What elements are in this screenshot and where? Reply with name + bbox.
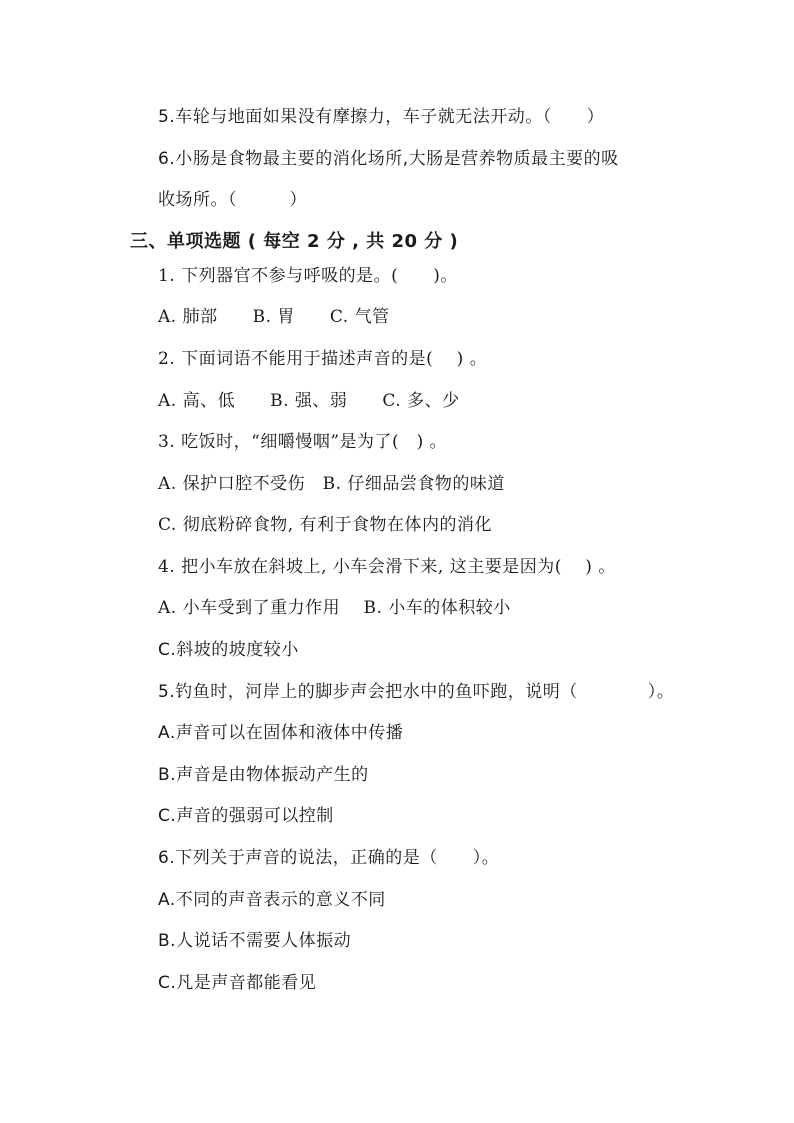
mc-question-2-stem: 2. 下面词语不能用于描述声音的是( ) 。 [158,349,488,369]
mc-question-2-options: A. 高、低 B. 强、弱 C. 多、少 [158,391,460,411]
mc-question-4-options-line-2: C.斜坡的坡度较小 [158,640,299,660]
judgement-question-5: 5.车轮与地面如果没有摩擦力，车子就无法开动。（ ） [158,107,605,127]
mc-question-1-stem: 1. 下列器官不参与呼吸的是。( )。 [158,266,458,286]
mc-question-1-options: A. 肺部 B. 胃 C. 气管 [158,307,390,327]
mc-question-5-option-c: C.声音的强弱可以控制 [158,806,334,826]
mc-question-5-stem: 5.钓鱼时，河岸上的脚步声会把水中的鱼吓跑，说明（ ）。 [158,682,675,702]
mc-question-5-option-b: B.声音是由物体振动产生的 [158,765,369,785]
mc-question-5-option-a: A.声音可以在固体和液体中传播 [158,723,404,743]
mc-question-6-option-b: B.人说话不需要人体振动 [158,931,352,951]
mc-question-3-stem: 3. 吃饭时，“细嚼慢咽”是为了( ) 。 [158,432,448,452]
mc-question-3-options-line-1: A. 保护口腔不受伤 B. 仔细品尝食物的味道 [158,474,505,494]
mc-question-6-option-c: C.凡是声音都能看见 [158,973,317,993]
judgement-question-6-line-2: 收场所。（ ） [158,190,307,210]
mc-question-3-options-line-2: C. 彻底粉碎食物, 有利于食物在体内的消化 [158,515,493,535]
section-3-title: 三、单项选题 ( 每空 2 分 , 共 20 分 ) [130,231,459,252]
mc-question-4-options-line-1: A. 小车受到了重力作用 B. 小车的体积较小 [158,598,511,618]
mc-question-6-option-a: A.不同的声音表示的意义不同 [158,890,386,910]
mc-question-4-stem: 4. 把小车放在斜坡上, 小车会滑下来, 这主要是因为( ) 。 [158,557,616,577]
judgement-question-6-line-1: 6.小肠是食物最主要的消化场所,大肠是营养物质最主要的吸 [158,149,619,169]
mc-question-6-stem: 6.下列关于声音的说法，正确的是（ ）。 [158,848,500,868]
